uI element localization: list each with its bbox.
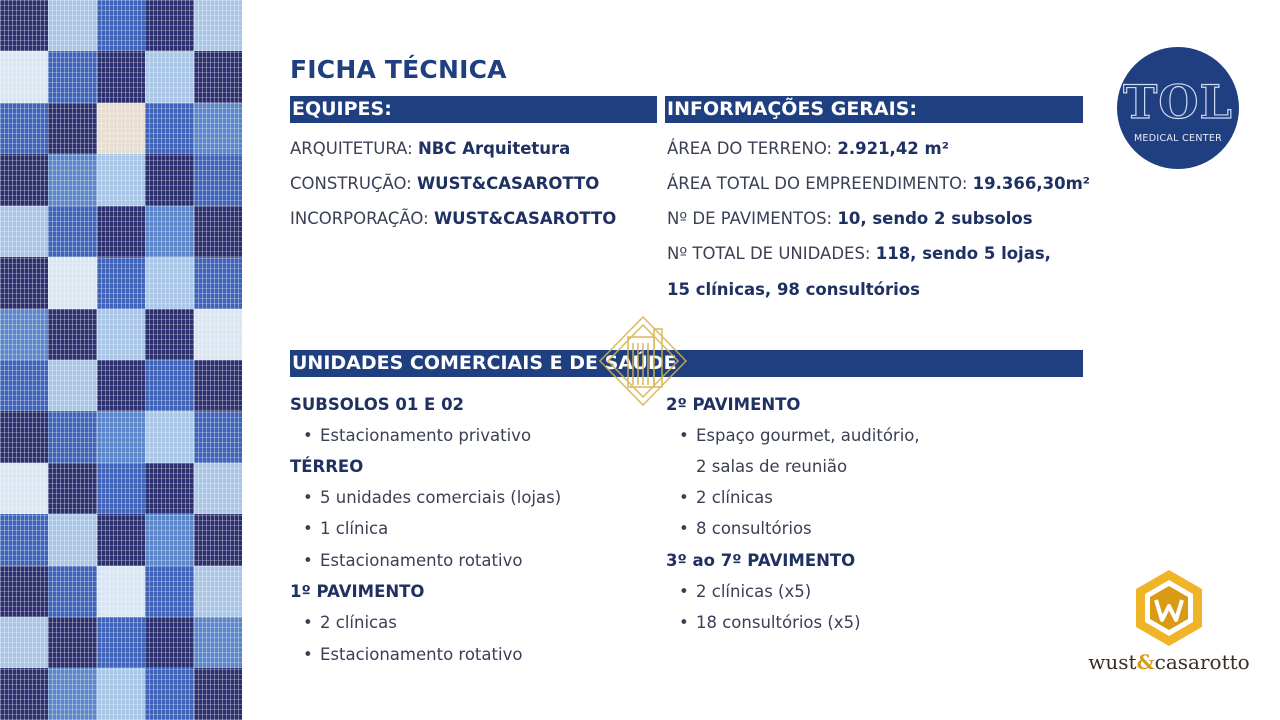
mosaic-tile — [194, 206, 242, 257]
section-2-pavimento: 2º PAVIMENTO — [666, 395, 801, 414]
mosaic-tile — [145, 154, 193, 205]
equipes-arquitetura: ARQUITETURA: NBC Arquitetura — [290, 139, 571, 158]
section-3-7-pavimento: 3º ao 7º PAVIMENTO — [666, 551, 856, 570]
mosaic-tile — [48, 206, 96, 257]
tol-logo-mark: TOL — [1123, 75, 1233, 129]
mosaic-tile — [0, 360, 48, 411]
mosaic-tile — [145, 206, 193, 257]
list-item: • Estacionamento rotativo — [320, 645, 522, 664]
mosaic-tile — [194, 411, 242, 462]
mosaic-tile — [97, 206, 145, 257]
mosaic-tile — [48, 668, 96, 719]
list-item: • 2 clínicas — [320, 613, 397, 632]
mosaic-tile — [145, 514, 193, 565]
hexagon-logo-icon — [1084, 566, 1254, 648]
mosaic-tile — [194, 51, 242, 102]
mosaic-tile — [145, 566, 193, 617]
mosaic-tile — [97, 411, 145, 462]
mosaic-tile — [0, 566, 48, 617]
mosaic-tile — [145, 0, 193, 51]
list-item: • 2 clínicas — [696, 488, 773, 507]
mosaic-tile — [0, 411, 48, 462]
mosaic-tile — [194, 668, 242, 719]
mosaic-tile — [145, 257, 193, 308]
section-1-pavimento: 1º PAVIMENTO — [290, 582, 425, 601]
equipes-header-bar: EQUIPES: — [290, 96, 657, 123]
wust-casarotto-wordmark: wust&casarotto — [1088, 650, 1250, 674]
page-title: FICHA TÉCNICA — [290, 55, 507, 84]
unidades-header-bar: UNIDADES COMERCIAIS E DE SAÚDE — [290, 350, 1083, 377]
mosaic-tile — [48, 360, 96, 411]
tol-logo-subtitle: MEDICAL CENTER — [1133, 133, 1223, 144]
mosaic-tile — [97, 566, 145, 617]
mosaic-tile — [145, 103, 193, 154]
mosaic-tile — [0, 617, 48, 668]
decorative-mosaic-panel — [0, 0, 242, 720]
list-item: • Espaço gourmet, auditório, — [696, 426, 920, 445]
tol-medical-center-logo — [1117, 47, 1239, 169]
building-watermark-icon — [598, 315, 688, 407]
section-terreo: TÉRREO — [290, 457, 364, 476]
mosaic-tile — [0, 257, 48, 308]
section-subsolos: SUBSOLOS 01 E 02 — [290, 395, 465, 414]
mosaic-tile — [97, 360, 145, 411]
mosaic-tile — [48, 51, 96, 102]
mosaic-tile — [48, 514, 96, 565]
mosaic-tile — [48, 103, 96, 154]
mosaic-tile — [145, 51, 193, 102]
list-item: • 18 consultórios (x5) — [696, 613, 861, 632]
info-area-total: ÁREA TOTAL DO EMPREENDIMENTO: 19.366,30m² — [667, 174, 1090, 193]
mosaic-tile — [0, 309, 48, 360]
mosaic-tile — [97, 514, 145, 565]
info-total-unidades: Nº TOTAL DE UNIDADES: 118, sendo 5 lojas, — [667, 244, 1051, 263]
mosaic-tile — [97, 257, 145, 308]
mosaic-tile — [0, 463, 48, 514]
mosaic-tile — [145, 463, 193, 514]
mosaic-tile — [0, 154, 48, 205]
mosaic-tile — [48, 617, 96, 668]
mosaic-tile — [194, 257, 242, 308]
mosaic-tile — [0, 668, 48, 719]
mosaic-tile — [0, 514, 48, 565]
mosaic-tile — [97, 103, 145, 154]
mosaic-tile — [194, 154, 242, 205]
mosaic-tile — [97, 668, 145, 719]
info-total-unidades-continuation: 15 clínicas, 98 consultórios — [667, 280, 920, 299]
mosaic-tile — [48, 257, 96, 308]
list-item: • Estacionamento privativo — [320, 426, 531, 445]
mosaic-tile — [97, 0, 145, 51]
mosaic-tile — [97, 463, 145, 514]
mosaic-tile — [97, 51, 145, 102]
list-item-continuation: 2 salas de reunião — [696, 457, 848, 476]
mosaic-tile — [0, 103, 48, 154]
mosaic-tile — [145, 360, 193, 411]
mosaic-tile — [48, 309, 96, 360]
mosaic-tile — [48, 411, 96, 462]
list-item: • Estacionamento rotativo — [320, 551, 522, 570]
list-item: • 8 consultórios — [696, 519, 812, 538]
mosaic-tile — [0, 0, 48, 51]
wust-casarotto-logo — [1084, 566, 1254, 681]
list-item: • 5 unidades comerciais (lojas) — [320, 488, 561, 507]
list-item: • 2 clínicas (x5) — [696, 582, 811, 601]
mosaic-tile — [145, 668, 193, 719]
mosaic-tile — [0, 51, 48, 102]
mosaic-tile — [194, 0, 242, 51]
mosaic-tile — [194, 514, 242, 565]
mosaic-tile — [48, 463, 96, 514]
mosaic-tile — [48, 154, 96, 205]
mosaic-tile — [97, 617, 145, 668]
info-header-bar: INFORMAÇÕES GERAIS: — [665, 96, 1083, 123]
mosaic-tile — [145, 617, 193, 668]
equipes-construcao: CONSTRUÇÃO: WUST&CASAROTTO — [290, 174, 600, 193]
equipes-incorporacao: INCORPORAÇÃO: WUST&CASAROTTO — [290, 209, 617, 228]
mosaic-tile — [0, 206, 48, 257]
mosaic-tile — [194, 360, 242, 411]
mosaic-tile — [194, 103, 242, 154]
info-pavimentos: Nº DE PAVIMENTOS: 10, sendo 2 subsolos — [667, 209, 1033, 228]
mosaic-tile — [145, 309, 193, 360]
mosaic-tile — [145, 411, 193, 462]
mosaic-tile — [194, 309, 242, 360]
mosaic-tile — [48, 0, 96, 51]
list-item: • 1 clínica — [320, 519, 388, 538]
mosaic-tile — [97, 154, 145, 205]
mosaic-tile — [194, 617, 242, 668]
mosaic-tile — [48, 566, 96, 617]
mosaic-tile — [97, 309, 145, 360]
mosaic-tile — [194, 463, 242, 514]
mosaic-tile — [194, 566, 242, 617]
info-area-terreno: ÁREA DO TERRENO: 2.921,42 m² — [667, 139, 949, 158]
